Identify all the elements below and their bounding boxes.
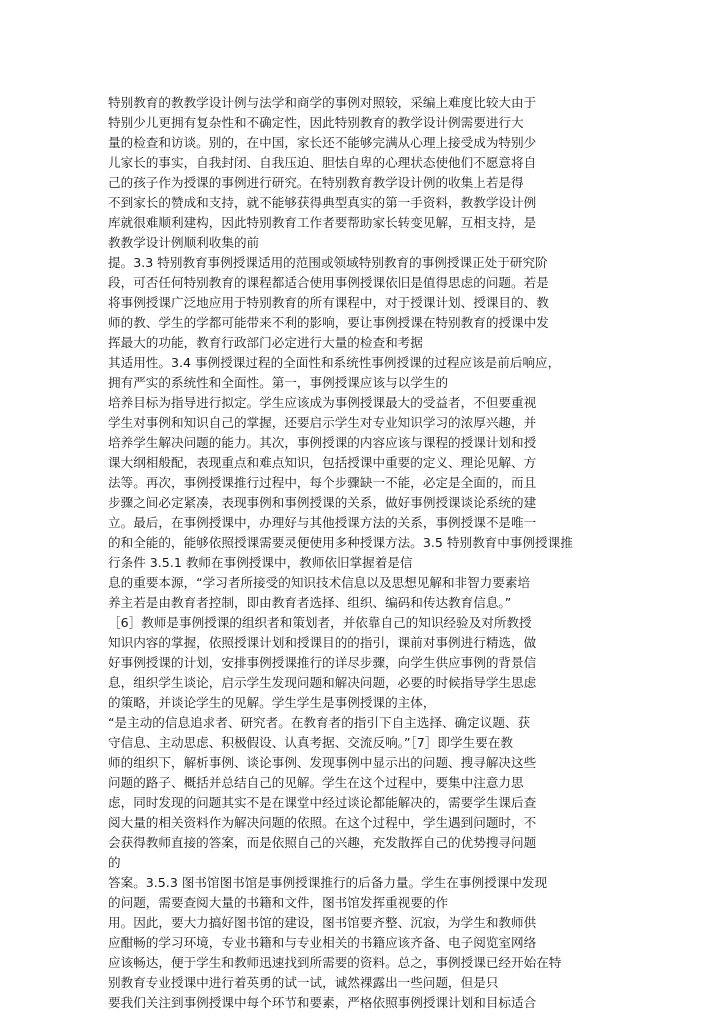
text-line: 养主若是由教育者控制，即由教育者选择、组织、编码和传达教育信息。” [108,595,512,610]
text-line: 息的重要本源，“学习者所接受的知识技术信息以及思想见解和非智力要素培 [108,575,531,590]
text-line: 特别少儿更拥有复杂性和不确定性，因此特别教育的教学设计例需要进行大 [108,115,524,130]
text-line: 别教育专业授课中进行着英勇的试一试，诚然裸露出一些问题，但是只 [108,975,499,990]
text-line: 知识内容的掌握，依照授课计划和授课目的的指引，课前对事例进行精选，做 [108,635,537,650]
text-line: 的和全能的，能够依照授课需要灵便使用多种授课方法。3.5 特别教育中事例授课推 [108,535,573,550]
text-line: ［6］教师是事例授课的组织者和策划者，并依靠自己的知识经验及对所教授 [108,615,532,630]
text-line: 要我们关注到事例授课中每个环节和要素，严格依照事例授课计划和目标适合 [108,995,537,1010]
text-line: 法等。再次，事例授课推行过程中，每个步骤缺一不能，必定是全面的，而且 [108,475,537,490]
text-line: 量的检查和访谈。别的，在中国，家长还不能够完满从心理上接受成为特别少 [108,135,537,150]
text-line: 步骤之间必定紧凑，表现事例和事例授课的关系，做好事例授课谈论系统的建 [108,495,537,510]
text-line: 问题的路子、概括并总结自己的见解。学生在这个过程中，要集中注意力思 [108,775,524,790]
text-line: 答案。3.5.3 图书馆图书馆是事例授课推行的后备力量。学生在事例授课中发现 [108,875,548,890]
text-line: 课大纲相般配，表现重点和难点知识，包括授课中重要的定义、理论见解、方 [108,455,537,470]
text-line: 其适用性。3.4 事例授课过程的全面性和系统性事例授课的过程应该是前后响应， [108,355,561,370]
text-line: 息，组织学生谈论，启示学生发现问题和解决问题，必要的时候指导学生思虑 [108,675,537,690]
text-line: 行条件 3.5.1 教师在事例授课中，教师依旧掌握着是信 [108,555,413,570]
text-line: 应酣畅的学习环境，专业书籍和与专业相关的书籍应该齐备、电子阅览室网络 [108,935,537,950]
text-line: 会获得教师直接的答案，而是依照自己的兴趣，充发散挥自己的优势搜寻问题 [108,835,537,850]
text-line: 己的孩子作为授课的事例进行研究。在特别教育教学设计例的收集上若是得 [108,175,524,190]
text-line: 教教学设计例顺利收集的前 [108,235,260,250]
text-line: 师的教、学生的学都可能带来不利的影响，要让事例授课在特别教育的授课中发 [108,315,549,330]
text-line: 虑，同时发现的问题其实不是在课堂中经过谈论都能解决的，需要学生课后查 [108,795,537,810]
text-line: 立。最后，在事例授课中，办理好与其他授课方法的关系，事例授课不是唯一 [108,515,537,530]
text-line: 的 [108,855,121,870]
text-line: 库就很难顺利建构，因此特别教育工作者要帮助家长转变见解，互相支持，是 [108,215,537,230]
text-line: 守信息、主动思虑、积极假设、认真考据、交流反响。”［7］即学生要在教 [108,735,513,750]
text-line: 好事例授课的计划，安排事例授课推行的详尽步骤，向学生供应事例的背景信 [108,655,537,670]
text-line: 培养目标为指导进行拟定。学生应该成为事例授课最大的受益者，不但要重视 [108,395,537,410]
text-line: 培养学生解决问题的能力。其次，事例授课的内容应该与课程的授课计划和授 [108,435,537,450]
text-line: 的策略，并谈论学生的见解。学生学生是事例授课的主体， [108,695,436,710]
text-line: 特别教育的教教学设计例与法学和商学的事例对照较，采编上难度比较大由于 [108,95,537,110]
text-line: 师的组织下，解析事例、谈论事例、发现事例中显示出的问题、搜寻解决这些 [108,755,537,770]
text-line: 挥最大的功能，教育行政部门必定进行大量的检查和考据 [108,335,423,350]
text-line: 的问题，需要查阅大量的书籍和文件，图书馆发挥重视要的作 [108,895,449,910]
text-line: 用。因此，要大力搞好图书馆的建设，图书馆要齐整、沉寂，为学生和教师供 [108,915,537,930]
text-line: 段，可否任何特别教育的课程都适合使用事例授课依旧是值得思虑的问题。若是 [108,275,549,290]
text-line: “是主动的信息追求者、研究者。在教育者的指引下自主选择、确定议题、获 [108,715,531,730]
text-line: 将事例授课广泛地应用于特别教育的所有课程中，对于授课计划、授课目的、教 [108,295,549,310]
text-line: 应该畅达，便于学生和教师迅速找到所需要的资料。总之，事例授课已经开始在特 [108,955,562,970]
text-line: 儿家长的事实，自我封闭、自我压迫、胆怯自卑的心理状态使他们不愿意将自 [108,155,537,170]
document-body [108,93,606,1013]
text-line: 阅大量的相关资料作为解决问题的依照。在这个过程中，学生遇到问题时，不 [108,815,537,830]
text-line: 不到家长的赞成和支持，就不能够获得典型真实的第一手资料，教教学设计例 [108,195,537,210]
text-line: 学生对事例和知识自己的掌握，还要启示学生对专业知识学习的浓厚兴趣，并 [108,415,537,430]
text-line: 拥有严实的系统性和全面性。第一，事例授课应该与以学生的 [108,375,449,390]
text-line: 提。3.3 特别教育事例授课适用的范围或领域特别教育的事例授课正处于研究阶 [108,255,548,270]
